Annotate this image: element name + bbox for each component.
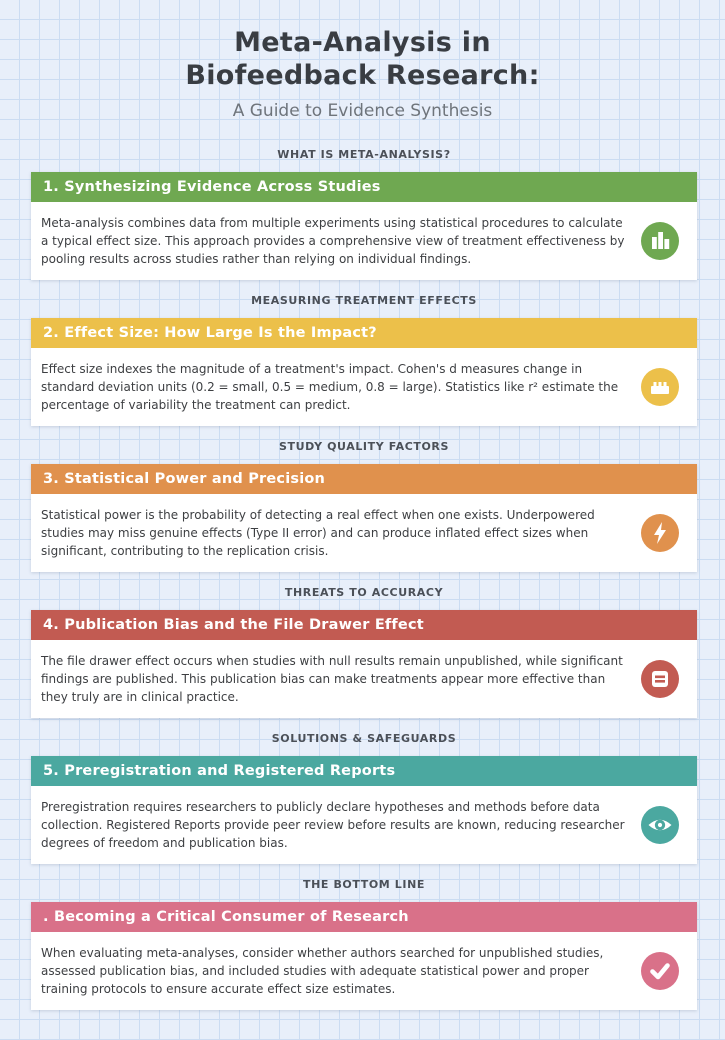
section-body xyxy=(31,640,697,718)
page-title-line2: Biofeedback Research: xyxy=(185,60,540,91)
section-banner xyxy=(31,756,697,786)
section-heading: 2. Effect Size: How Large Is the Impact? xyxy=(43,325,377,341)
section-body xyxy=(31,786,697,864)
section-card xyxy=(31,318,697,426)
page-header xyxy=(0,0,725,121)
section-text: When evaluating meta-analyses, consider whether authors searched for unpublished studies, assessed publication bias, and included studies with adequate statistical power and proper training protocols to ensure accurate effect size estimates. xyxy=(41,946,604,996)
section-text: Statistical power is the probability of detecting a real effect when one exists. Underpowered studies may miss genuine effects (Type II error) and can produce inflated effect sizes when significant, contributing to the replication crisis. xyxy=(41,508,595,558)
section-heading: . Becoming a Critical Consumer of Research xyxy=(43,909,409,925)
eye-icon xyxy=(641,806,679,844)
section-heading: 1. Synthesizing Evidence Across Studies xyxy=(43,179,381,195)
section-banner xyxy=(31,318,697,348)
section-banner xyxy=(31,610,697,640)
section-kicker: THE BOTTOM LINE xyxy=(303,878,425,891)
sections-list xyxy=(31,148,697,1010)
section-heading: 3. Statistical Power and Precision xyxy=(43,471,326,487)
section-kicker: STUDY QUALITY FACTORS xyxy=(278,440,450,453)
page-title xyxy=(0,26,725,92)
section-critical-consumer xyxy=(31,878,697,1010)
section-body xyxy=(31,202,697,280)
section-synthesizing-evidence xyxy=(31,148,697,280)
section-card xyxy=(31,610,697,718)
section-heading: 5. Preregistration and Registered Reports xyxy=(43,763,396,779)
section-heading: 4. Publication Bias and the File Drawer Effect xyxy=(43,617,424,633)
section-banner xyxy=(31,464,697,494)
section-kicker: SOLUTIONS & SAFEGUARDS xyxy=(271,732,457,745)
section-kicker: WHAT IS META-ANALYSIS? xyxy=(277,148,451,161)
section-body xyxy=(31,494,697,572)
page-subtitle: A Guide to Evidence Synthesis xyxy=(232,101,493,121)
checkmark-icon xyxy=(641,952,679,990)
section-card xyxy=(31,756,697,864)
section-banner xyxy=(31,902,697,932)
lightning-bolt-icon xyxy=(641,514,679,552)
section-preregistration xyxy=(31,732,697,864)
section-text: Meta-analysis combines data from multiple experiments using statistical procedures to calculate a typical effect size. This approach provides a comprehensive view of treatment effectiveness by pooling results across studies rather than relying on individual findings. xyxy=(41,216,625,266)
section-kicker: MEASURING TREATMENT EFFECTS xyxy=(251,294,477,307)
section-body xyxy=(31,932,697,1010)
section-card xyxy=(31,464,697,572)
section-text: The file drawer effect occurs when studies with null results remain unpublished, while significant findings are published. This publication bias can make treatments appear more effective than they truly are in clinical practice. xyxy=(41,654,623,704)
section-banner xyxy=(31,172,697,202)
section-kicker: THREATS TO ACCURACY xyxy=(284,586,444,599)
section-publication-bias xyxy=(31,586,697,718)
bar-chart-icon xyxy=(641,222,679,260)
section-body xyxy=(31,348,697,426)
page-title-line1: Meta-Analysis in xyxy=(234,27,491,58)
ruler-icon xyxy=(641,368,679,406)
section-card xyxy=(31,172,697,280)
section-statistical-power xyxy=(31,440,697,572)
section-card xyxy=(31,902,697,1010)
section-effect-size xyxy=(31,294,697,426)
section-text: Effect size indexes the magnitude of a treatment's impact. Cohen's d measures change in standard deviation units (0.2 = small, 0.5 = medium, 0.8 = large). Statistics like r² estimate the percentage of variability the treatment can predict. xyxy=(41,362,619,412)
document-lines-icon xyxy=(641,660,679,698)
section-text: Preregistration requires researchers to publicly declare hypotheses and methods before data collection. Registered Reports provide peer review before results are known, reducing researcher degrees of freedom and publication bias. xyxy=(41,800,625,850)
